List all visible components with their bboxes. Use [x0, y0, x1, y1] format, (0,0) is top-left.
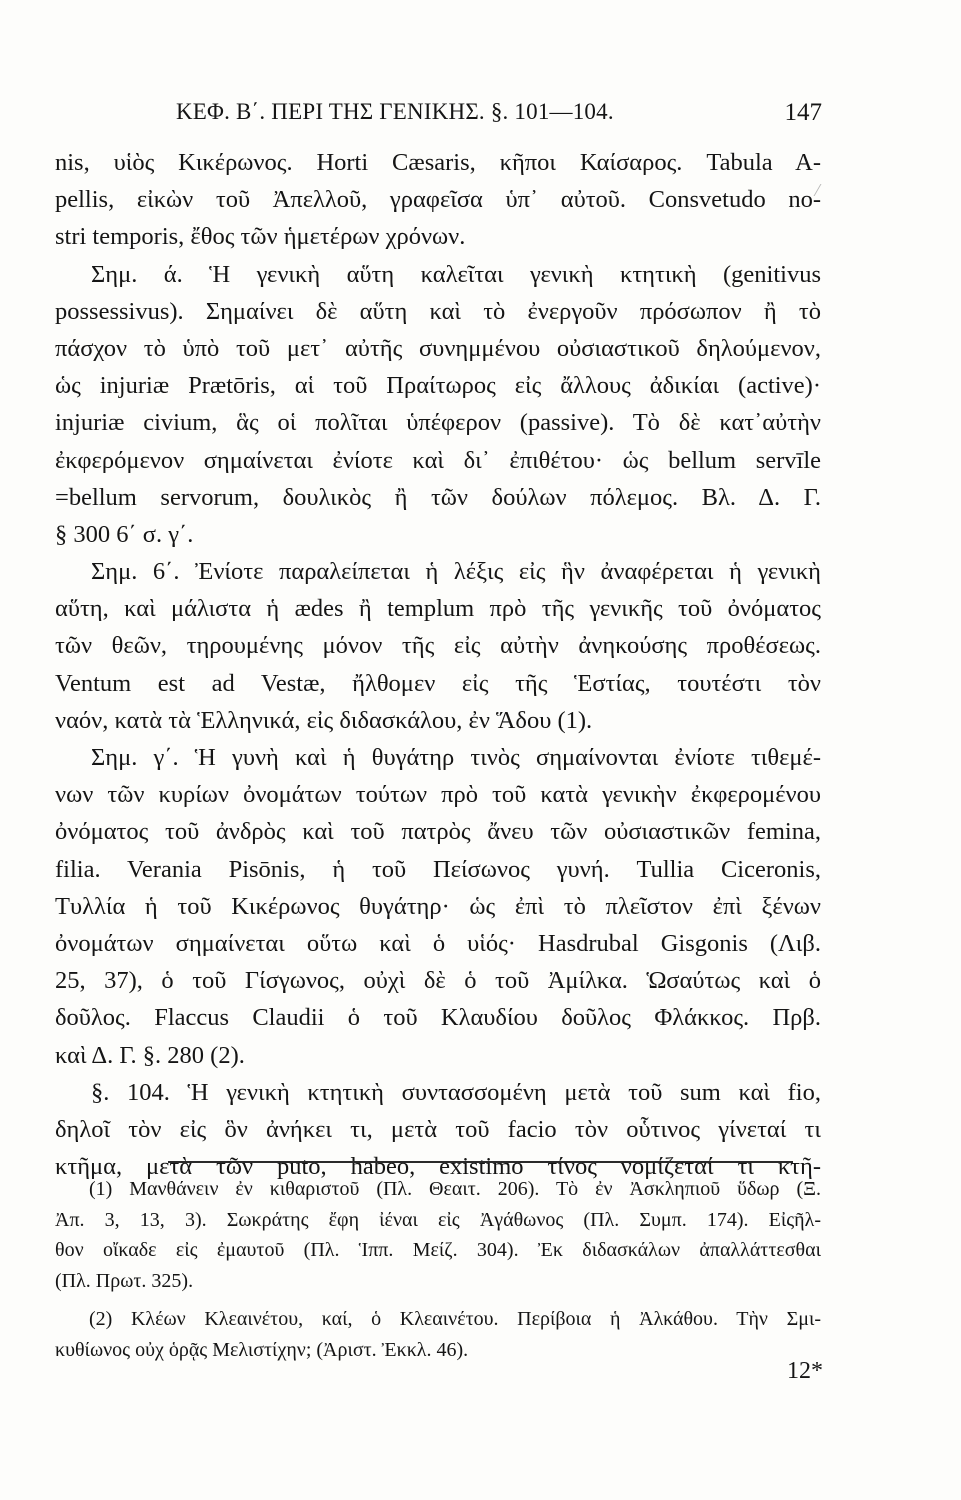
signature-mark: 12* [787, 1358, 823, 1384]
text-line: πάσχον τὸ ὑπὸ τοῦ μετ᾽ αὐτῆς συνημμένου οὐσιαστικοῦ δηλούμενον, [55, 334, 821, 362]
text-line: κτῆμα, μετὰ τῶν puto, habeo, existimo τίνος νομίζεταί τι κτῆ- [55, 1153, 821, 1181]
text-line: νων τῶν κυρίων ὀνομάτων τούτων πρὸ τοῦ κατὰ γενικὴν ἐκφερομένου [55, 781, 821, 809]
text-line: § 300 6΄ σ. γ΄. [55, 520, 194, 548]
text-line: Ventum est ad Vestæ, ἤλθομεν εἰς τῆς Ἑστίας, τουτέστι τὸν [55, 669, 821, 697]
text-line: Τυλλία ἡ τοῦ Κικέρωνος θυγάτηρ· ὡς ἐπὶ τὸ πλεῖστον ἐπὶ ξένων [55, 892, 821, 920]
main-text [55, 144, 821, 1185]
text-line: =bellum servorum, δουλικὸς ἢ τῶν δούλων πόλεμος. Βλ. Δ. Γ. [55, 483, 821, 511]
text-line: 25, 37), ὁ τοῦ Γίσγωνος, οὐχὶ δὲ ὁ τοῦ Ἀμίλκα. Ὡσαύτως καὶ ὁ [55, 967, 821, 995]
text-line: filia. Verania Pisōnis, ἡ τοῦ Πείσωνος γυνή. Tullia Ciceronis, [55, 855, 821, 883]
text-line: αὕτη, καὶ μάλιστα ἡ ædes ἢ templum πρὸ τῆς γενικῆς τοῦ ὀνόματος [55, 595, 821, 623]
footnote-line: (Πλ. Πρωτ. 325). [55, 1269, 194, 1292]
text-line: stri temporis, ἔθος τῶν ἡμετέρων χρόνων. [55, 223, 466, 251]
footnote-line: θον οἴκαδε εἰς ἐμαυτοῦ (Πλ. Ἱππ. Μείζ. 304). Ἐκ διδασκάλων ἀπαλλάττεσθαι [55, 1239, 821, 1261]
text-line: injuriæ civium, ἃς οἱ πολῖται ὑπέφερον (passive). Τὸ δὲ κατ᾽αὐτὴν [55, 409, 821, 437]
footnote-line: κυθίωνος οὐχ ὁρᾷς Μελιστίχην; (Ἀριστ. Ἐκκλ. 46). [55, 1338, 469, 1361]
footnote-line: (1) Μανθάνειν ἐν κιθαριστοῦ (Πλ. Θεαιτ. 206). Τὸ ἐν Ἀσκληπιοῦ ὕδωρ (Ξ. [89, 1178, 821, 1200]
footnote-line: (2) Κλέων Κλεαινέτου, καί, ὁ Κλεαινέτου. Περίβοια ἡ Ἀλκάθου. Τὴν Σμι- [89, 1308, 821, 1330]
running-header [142, 99, 822, 131]
footnotes [55, 1174, 821, 1365]
text-line: ὀνόματος τοῦ ἀνδρὸς καὶ τοῦ πατρὸς ἄνευ τῶν οὐσιαστικῶν femina, [55, 818, 821, 846]
text-line: Σημ. γ΄. Ἡ γυνὴ καὶ ἡ θυγάτηρ τινὸς σημαίνονται ἐνίοτε τιθεμέ- [91, 744, 821, 771]
text-line: nis, υἱὸς Κικέρωνος. Horti Cæsaris, κῆποι Καίσαρος. Tabula A- [55, 149, 821, 176]
footnote-2 [55, 1304, 821, 1365]
text-line: §. 104. Ἡ γενικὴ κτητικὴ συντασσομένη μετὰ τοῦ sum καὶ fio, [91, 1078, 821, 1106]
text-line: ἐκφερόμενον σημαίνεται ἐνίοτε καὶ δι᾽ ἐπιθέτου· ὡς bellum servīle [55, 446, 821, 474]
text-line: καὶ Δ. Γ. §. 280 (2). [55, 1041, 245, 1069]
footnote-line: Ἀπ. 3, 13, 3). Σωκράτης ἔφη ἰέναι εἰς Ἀγάθωνος (Πλ. Συμπ. 174). Εἰςῆλ- [55, 1208, 821, 1231]
text-line: ναόν, κατὰ τὰ Ἑλληνικά, εἰς διδασκάλου, ἐν Ἅδου (1). [55, 706, 593, 734]
footnote-rule [168, 1161, 793, 1163]
text-line: τῶν θεῶν, τηρουμένης μόνον τῆς εἰς αὐτὴν ἀνηκούσης προθέσεως. [55, 632, 821, 660]
header-title: ΚΕΦ. Β΄. ΠΕΡΙ ΤΗΣ ΓΕΝΙΚΗΣ. §. 101—104. [176, 99, 614, 124]
text-line: δοῦλος. Flaccus Claudii ὁ τοῦ Κλαυδίου δοῦλος Φλάκκος. Πρβ. [55, 1004, 821, 1032]
text-line: ὀνομάτων σημαίνεται οὕτω καὶ ὁ υἱός· Hasdrubal Gisgonis (Λιβ. [55, 929, 821, 957]
text-line: ὡς injuriæ Prætōris, αἱ τοῦ Πραίτωρος εἰς ἄλλους ἀδικίαι (active)· [55, 372, 821, 400]
text-line: Σημ. 6΄. Ἐνίοτε παραλείπεται ἡ λέξις εἰς ἣν ἀναφέρεται ἡ γενικὴ [91, 558, 821, 586]
text-line: pellis, εἰκὼν τοῦ Ἀπελλοῦ, γραφεῖσα ὑπ᾽ αὐτοῦ. Consvetudo no- [55, 186, 821, 214]
text-line: possessivus). Σημαίνει δὲ αὕτη καὶ τὸ ἐνεργοῦν πρόσωπον ἢ τὸ [55, 297, 821, 325]
text-line: δηλοῖ τὸν εἰς ὃν ἀνήκει τι, μετὰ τοῦ facio τὸν οὗτινος γίνεταί τι [55, 1115, 821, 1143]
page-number: 147 [784, 99, 822, 126]
text-line: Σημ. ά. Ἡ γενικὴ αὕτη καλεῖται γενικὴ κτητικὴ (genitivus [91, 260, 821, 288]
footnote-1 [55, 1174, 821, 1296]
